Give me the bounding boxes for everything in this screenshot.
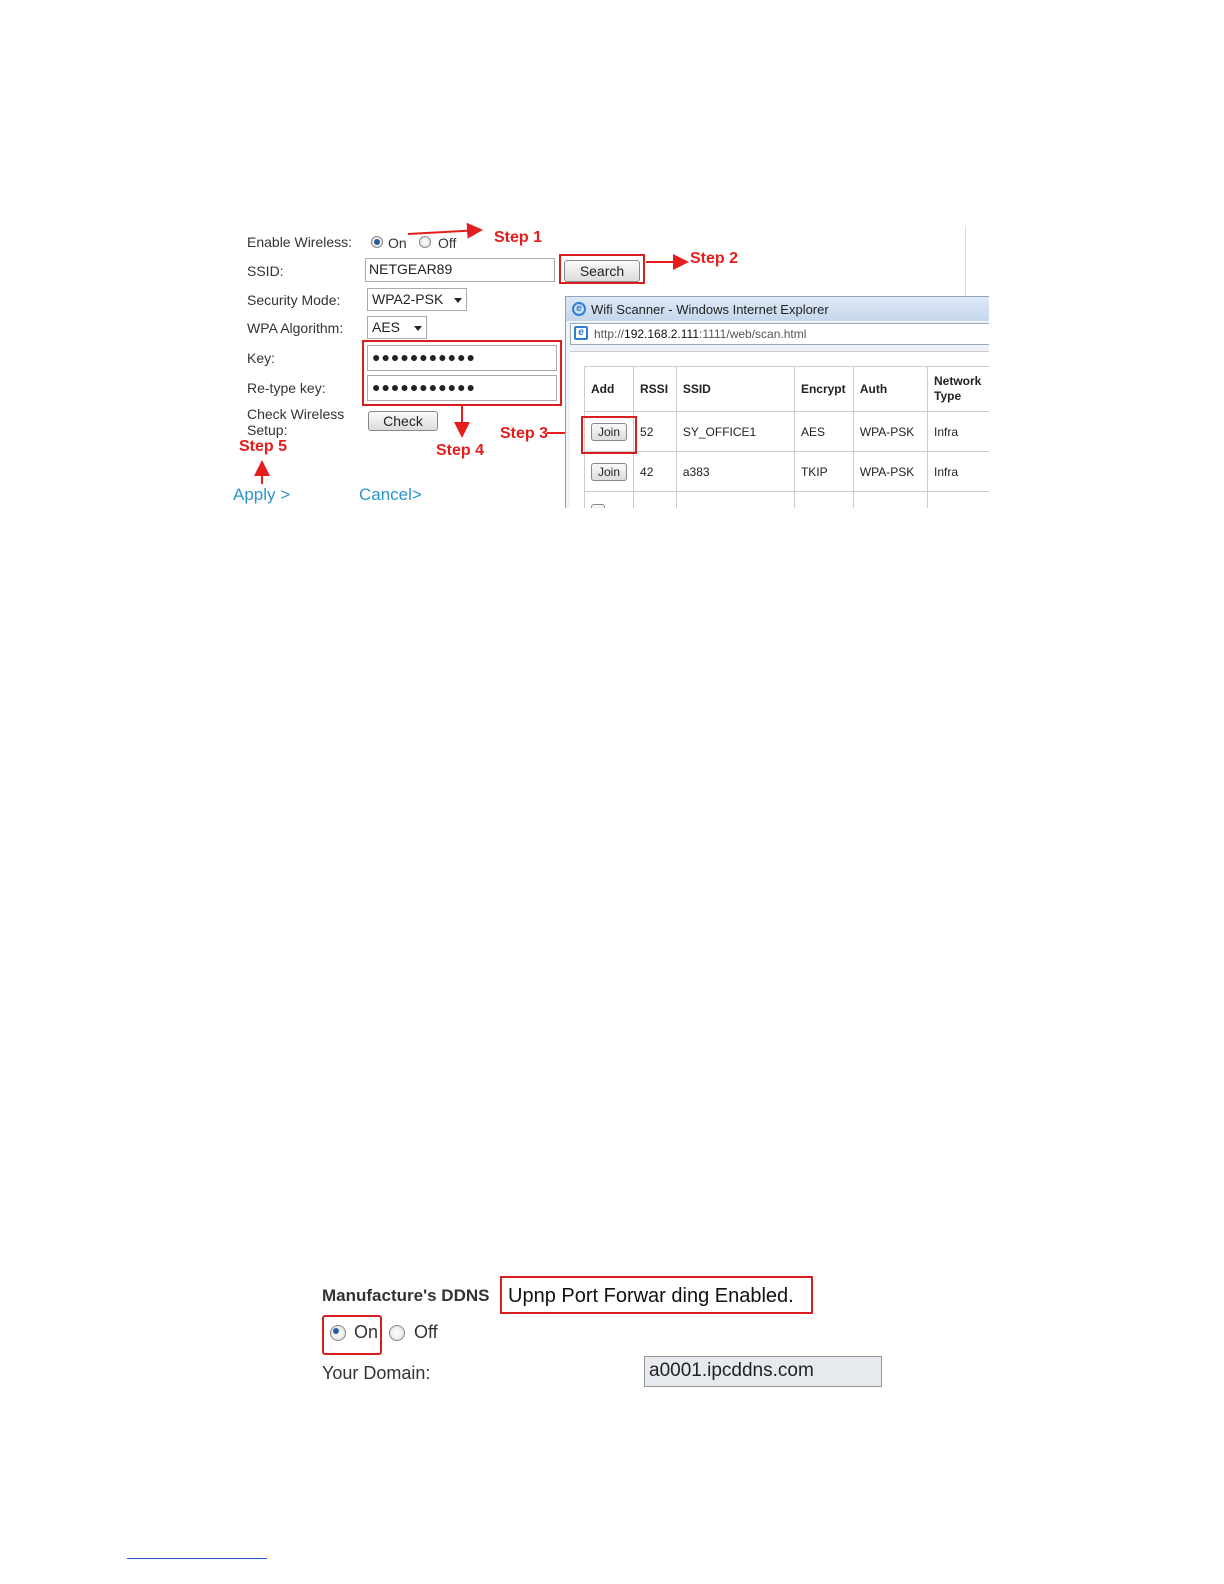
ssid-cell: SY_OFFICE1: [676, 412, 794, 452]
table-row: [585, 492, 990, 509]
url-text: [594, 327, 806, 341]
upnp-callout: Upnp Port Forwar ding Enabled.: [508, 1285, 794, 1307]
header-add: Add: [585, 367, 634, 412]
wireless-off-label: Off: [438, 235, 457, 251]
join-button[interactable]: Join: [591, 423, 627, 441]
encrypt-cell: [794, 492, 853, 509]
domain-field[interactable]: a0001.ipcddns.com: [644, 1356, 882, 1387]
ssid-label: SSID:: [247, 263, 284, 279]
ssid-cell: a383: [676, 452, 794, 492]
ddns-settings-screenshot: [318, 1274, 898, 1394]
internet-explorer-icon: e: [572, 302, 586, 316]
wireless-settings-screenshot: [225, 222, 989, 508]
wpa-algorithm-label: WPA Algorithm:: [247, 320, 344, 336]
header-encrypt: Encrypt: [794, 367, 853, 412]
url-prefix: http://: [594, 327, 625, 341]
security-mode-value: WPA2-PSK: [372, 291, 444, 307]
key-label: Key:: [247, 350, 276, 366]
step1-label: Step 1: [494, 229, 543, 246]
page-icon: e: [574, 326, 588, 340]
check-button[interactable]: Check: [368, 411, 438, 431]
step5-label: Step 5: [239, 438, 288, 455]
wifi-scanner-window: [565, 296, 989, 508]
step3-label: Step 3: [500, 425, 549, 442]
ssid-cell: [676, 492, 794, 509]
check-wireless-label-1: Check Wireless: [247, 406, 345, 422]
url-rest: :1111/web/scan.html: [699, 327, 807, 341]
check-wireless-label-2: Setup:: [247, 422, 288, 438]
window-title: Wifi Scanner - Windows Internet Explorer: [591, 302, 829, 317]
retype-key-label: Re-type key:: [247, 380, 326, 396]
join-button[interactable]: [591, 504, 605, 508]
ssid-input[interactable]: NETGEAR89: [365, 258, 555, 282]
add-cell: [585, 492, 634, 509]
header-network-type: Network Type: [928, 367, 989, 412]
key-input[interactable]: ●●●●●●●●●●●: [367, 345, 557, 371]
callout-box: [500, 1276, 813, 1314]
your-domain-label: Your Domain:: [322, 1363, 431, 1383]
apply-link[interactable]: Apply >: [233, 485, 291, 504]
retype-key-input[interactable]: ●●●●●●●●●●●: [367, 375, 557, 401]
auth-cell: [853, 492, 927, 509]
search-button[interactable]: Search: [564, 260, 640, 282]
security-mode-label: Security Mode:: [247, 292, 341, 308]
rssi-cell: 42: [634, 452, 677, 492]
type-cell: [928, 492, 989, 509]
step1-arrow: [408, 230, 481, 234]
step2-label: Step 2: [690, 250, 739, 267]
ddns-on-radio[interactable]: [330, 1325, 346, 1341]
ddns-title: Manufacture's DDNS: [322, 1286, 490, 1305]
add-cell: [585, 452, 634, 492]
window-title-bar: [566, 297, 989, 321]
rssi-cell: [634, 492, 677, 509]
ddns-off-radio[interactable]: [389, 1325, 405, 1341]
ddns-off-label: Off: [414, 1322, 438, 1342]
footnote-rule: [127, 1558, 267, 1559]
step4-label: Step 4: [436, 442, 485, 459]
address-bar[interactable]: [570, 323, 989, 345]
encrypt-cell: AES: [794, 412, 853, 452]
url-host: 192.168.2.111: [624, 327, 699, 341]
join-button[interactable]: Join: [591, 463, 627, 481]
type-cell: Infra: [928, 452, 989, 492]
table-row: [585, 412, 990, 452]
scan-results-table: [584, 366, 989, 508]
rssi-cell: 52: [634, 412, 677, 452]
header-auth: Auth: [853, 367, 927, 412]
table-header-row: [585, 367, 990, 412]
enable-wireless-label: Enable Wireless:: [247, 234, 353, 250]
header-rssi: RSSI: [634, 367, 677, 412]
auth-cell: WPA-PSK: [853, 412, 927, 452]
type-cell: Infra: [928, 412, 989, 452]
cancel-link[interactable]: Cancel>: [359, 485, 422, 504]
encrypt-cell: TKIP: [794, 452, 853, 492]
ddns-on-label: On: [354, 1322, 379, 1342]
header-ssid: SSID: [676, 367, 794, 412]
wpa-algorithm-value: AES: [372, 319, 401, 335]
step3-highlight: [581, 416, 637, 454]
table-row: [585, 452, 990, 492]
wireless-on-label: On: [388, 235, 407, 251]
auth-cell: WPA-PSK: [853, 452, 927, 492]
